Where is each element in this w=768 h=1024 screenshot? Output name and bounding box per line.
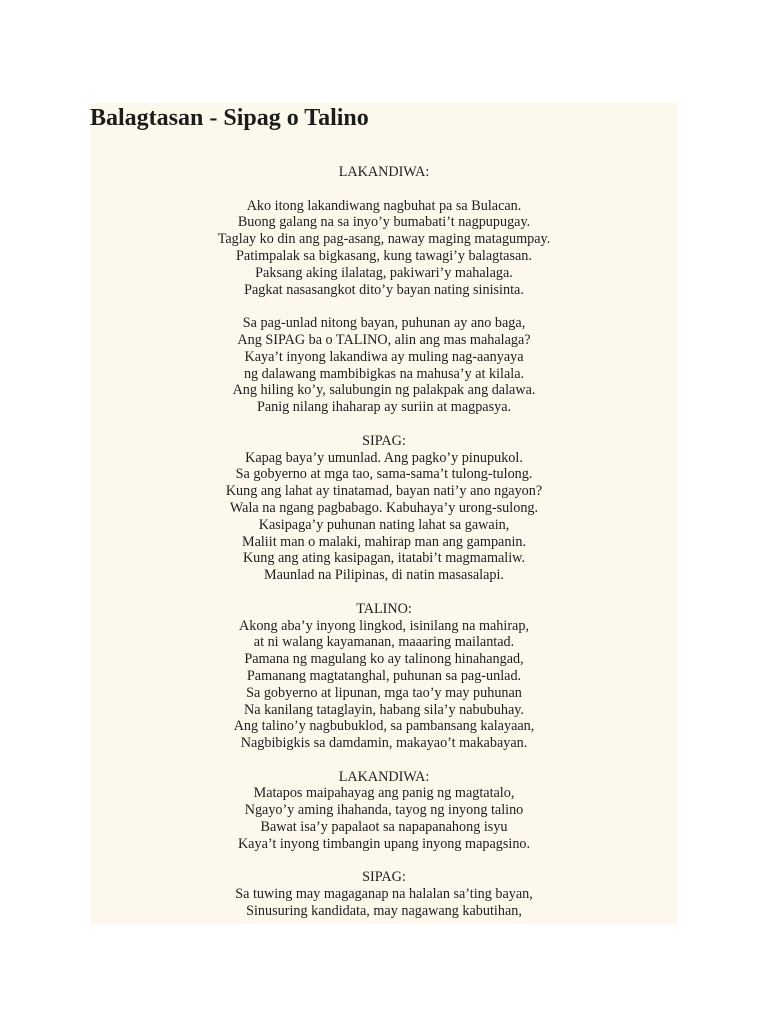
poem-line: Kaya’t inyong timbangin upang inyong mapagsino.	[237, 835, 531, 852]
poem-line: Ngayo’y aming ihahanda, tayog ng inyong talino	[244, 802, 524, 819]
poem-line: Patimpalak sa bigkasang, kung tawagi’y balagtasan.	[236, 247, 532, 264]
poem-line: Maliit man o malaki, mahirap man ang gampanin.	[241, 533, 527, 550]
stanza-break	[90, 416, 678, 433]
poem-line: Ang talino’y nagbubuklod, sa pambansang kalayaan,	[233, 718, 535, 735]
poem-line: Ang hiling ko’y, salubungin ng palakpak ang dalawa.	[232, 382, 536, 399]
poem-line: Pamanang magtatanghal, puhunan sa pag-unlad.	[246, 667, 522, 684]
poem-line: Sinusuring kandidata, may nagawang kabutihan,	[246, 903, 522, 920]
poem-line: Akong aba’y inyong lingkod, isinilang na mahirap,	[238, 617, 529, 634]
poem-line: ng dalawang mambibigkas na mahusa’y at kilala.	[243, 365, 525, 382]
poem-line: Nagbibigkis sa damdamin, makayao’t makabayan.	[240, 735, 528, 752]
poem-line: Sa tuwing may magaganap na halalan sa’ting bayan,	[235, 886, 533, 903]
stanza-break	[90, 181, 678, 198]
document-title: Balagtasan - Sipag o Talino	[90, 105, 369, 131]
speaker-label: SIPAG:	[362, 869, 406, 886]
poem-body	[90, 164, 678, 920]
poem-line: Kapag baya’y umunlad. Ang pagko’y pinupukol.	[245, 449, 523, 466]
stanza-break	[90, 752, 678, 769]
stanza-break	[90, 584, 678, 601]
poem-line: at ni walang kayamanan, maaaring mailantad.	[253, 634, 515, 651]
speaker-label: SIPAG:	[362, 432, 406, 449]
poem-line: Kung ang ating kasipagan, itatabi’t magmamaliw.	[242, 550, 526, 567]
poem-line: Paksang aking ilalatag, pakiwari’y mahalaga.	[255, 264, 513, 281]
poem-line: Kung ang lahat ay tinatamad, bayan nati’y ano ngayon?	[225, 483, 543, 500]
poem-line: Kasipaga’y puhunan nating lahat sa gawain,	[258, 516, 510, 533]
poem-line: Ako itong lakandiwang nagbuhat pa sa Bulacan.	[246, 197, 522, 214]
poem-line: Taglay ko din ang pag-asang, naway maging matagumpay.	[217, 231, 551, 248]
poem-line: Na kanilang tataglayin, habang sila’y nabubuhay.	[244, 701, 524, 718]
poem-line: Sa pag-unlad nitong bayan, puhunan ay ano baga,	[242, 315, 526, 332]
poem-line: Ang SIPAG ba o TALINO, alin ang mas mahalaga?	[237, 331, 531, 348]
poem-line: Matapos maipahayag ang panig ng magtatalo,	[253, 785, 515, 802]
poem-line: Wala na ngang pagbabago. Kabuhaya’y urong-sulong.	[229, 499, 539, 516]
speaker-label: LAKANDIWA:	[338, 164, 430, 180]
poem-line: Pamana ng magulang ko ay talinong hinahangad,	[244, 651, 524, 668]
speaker-label: TALINO:	[356, 600, 412, 617]
poem-line: Buong galang na sa inyo’y bumabati’t nagpupugay.	[237, 214, 531, 231]
poem-line: Panig nilang ihaharap ay suriin at magpasya.	[256, 399, 512, 416]
poem-line: Pagkat nasasangkot dito’y bayan nating sinisinta.	[244, 281, 524, 298]
stanza-break	[90, 298, 678, 315]
speaker-label: LAKANDIWA:	[338, 768, 430, 785]
stanza-break	[90, 853, 678, 870]
poem-line: Bawat isa’y papalaot sa napapanahong isyu	[260, 819, 508, 836]
poem-line: Kaya’t inyong lakandiwa ay muling nag-aanyaya	[244, 348, 524, 365]
poem-line: Sa gobyerno at mga tao, sama-sama’t tulong-tulong.	[235, 466, 533, 483]
poem-line: Sa gobyerno at lipunan, mga tao’y may puhunan	[246, 684, 522, 701]
poem-line: Maunlad na Pilipinas, di natin masasalapi.	[264, 567, 504, 584]
